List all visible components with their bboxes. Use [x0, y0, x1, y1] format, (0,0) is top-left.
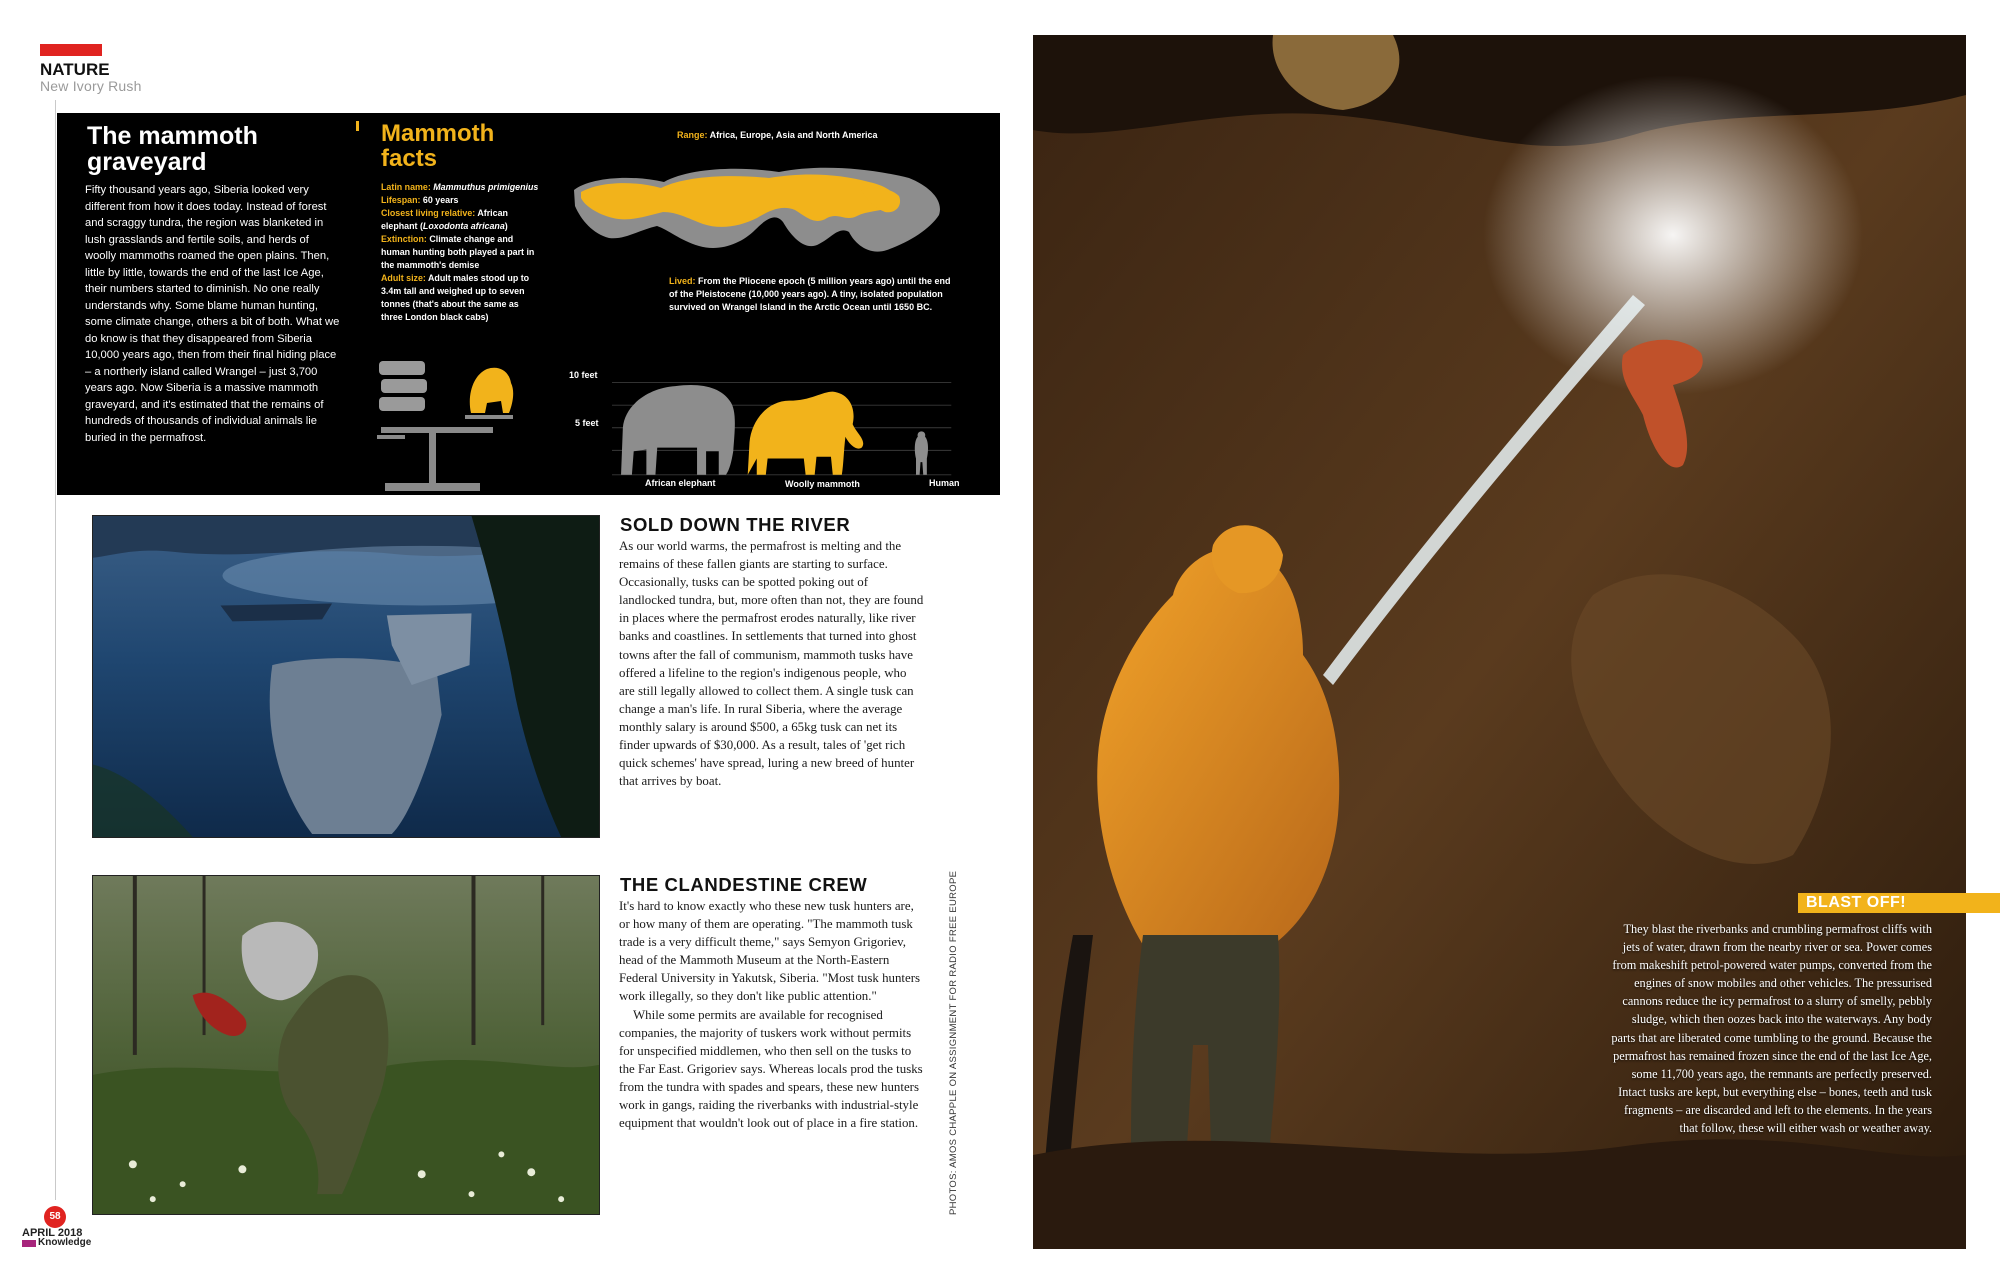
facts-title: Mammoth facts — [381, 120, 495, 172]
mud-ground — [1033, 1139, 1966, 1249]
photo-boats-river — [92, 515, 600, 838]
article2-paragraph-1: It's hard to know exactly who these new tusk hunters are, or how many of them are operating. "The mammoth tusk trade is a very difficult theme," says Semyon Grigoriev, head of the Mammoth Museum at the North-Eastern Federal University in Yakutsk, Siberia. "Most tusk hunters work illegally, so they don't like public attention." — [619, 899, 921, 1004]
article2-paragraph-2: While some permits are available for recognised companies, the majority of tuskers work without permits for unspecified middlemen, who then sell on the tusks to the Far East. Grigoriev says. Whereas locals prod the tusks from the tundra with spades and spears, these new hunters work in gangs, raiding the riverbanks with industrial-style equipment that wouldn't look out of place in a fire station. — [619, 1007, 923, 1131]
panel-title: The mammoth graveyard — [87, 122, 258, 176]
elephant-silhouette — [621, 385, 735, 475]
article2-heading: THE CLANDESTINE CREW — [620, 874, 868, 895]
mammoth-fact-panel — [57, 113, 1000, 495]
page-number: 58 — [44, 1206, 66, 1228]
scale-base — [385, 483, 480, 491]
mammoth-silhouette — [748, 392, 863, 475]
panel-intro-text: Fifty thousand years ago, Siberia looked very different from how it does today. Instead of forest and scraggy tundra, the region was blanketed in lush grasslands and fertile soils, and herds of woolly mammoths roamed the open plains. Then, little by little, towards the end of the last Ice Age, their numbers started to diminish. No one really understands why. Some blame human hunting, some climate change, others a bit of both. What we do know is that they disappeared from Siberia 10,000 years ago, then from their final hiding place – a northerly island called Wrangel – just 3,700 years ago. Now Siberia is a massive mammoth graveyard, and it's estimated that the remains of hundreds of thousands of individual animals lie buried in the permafrost. — [85, 184, 340, 444]
subsection-label: New Ivory Rush — [40, 78, 142, 94]
cab-1 — [379, 361, 425, 375]
human-silhouette — [915, 431, 928, 474]
tree-trunk-3 — [472, 876, 476, 1045]
scale-pillar — [429, 431, 436, 483]
fact-extinction-label: Extinction: — [381, 234, 430, 244]
tree-trunk-4 — [541, 876, 544, 1025]
article1-paragraph: As our world warms, the permafrost is melting and the remains of these fallen giants are starting to surface. Occasionally, tusks can be spotted poking out of landlocked tundra, but, more often than not, they are found in places where the permafrost erodes naturally, like river banks and coastlines. In settlements that turned into ghost towns after the fall of communism, mammoth tusks have offered a lifeline to the region's indigenous people, who are still legally allowed to collect them. A single tusk can change a man's life. In rural Siberia, where the average monthly salary is around $500, a 65kg tusk can net its finder upwards of $30,000. As a result, tales of 'get rich quick schemes' have spread, luring a new breed of hunter that arrives by boat. — [619, 539, 924, 789]
article1-heading: SOLD DOWN THE RIVER — [620, 514, 851, 535]
label-human: Human — [929, 478, 960, 488]
article2-body — [619, 897, 924, 1132]
range-text — [677, 130, 878, 140]
scale-left-pan — [377, 435, 405, 439]
fact-extinction-value: Climate change and human hunting both played a part in the mammoth's demise — [381, 234, 535, 270]
scale-right-pan — [465, 415, 513, 419]
issue-date: APRIL 2018 — [22, 1227, 83, 1239]
fact-lifespan-label: Lifespan: — [381, 195, 423, 205]
fact-size-label: Adult size: — [381, 273, 429, 283]
range-value: Africa, Europe, Asia and North America — [709, 130, 878, 140]
cab-3 — [379, 397, 425, 411]
range-label: Range: — [677, 130, 710, 140]
fact-relative-value-a: African elephant ( — [381, 208, 508, 231]
fact-relative-value-c: ) — [504, 221, 508, 231]
fact-lifespan-value: 60 years — [422, 195, 459, 205]
caption-title: BLAST OFF! — [1806, 894, 1907, 911]
margin-rule — [55, 100, 56, 1200]
section-color-tab — [40, 44, 102, 56]
article1-body — [619, 537, 924, 790]
fact-relative-value-b: Loxodonta africana — [422, 221, 505, 231]
fact-size-value: Adult males stood up to 3.4m tall and weighed up to seven tonnes (that's about the same as three London black cabs) — [381, 273, 530, 322]
label-woolly-mammoth: Woolly mammoth — [785, 479, 860, 489]
magazine-brand: Knowledge — [38, 1237, 92, 1248]
caption-body: They blast the riverbanks and crumbling permafrost cliffs with jets of water, drawn from the nearby river or sea. Power comes from makeshift petrol-powered water pumps, converted from the engines of snow mobiles and other vehicles. The pressurised cannons reduce the icy permafrost to a slurry of smelly, pebbly sludge, which then oozes back into the waterways. Any body parts that are liberated come tumbling to the ground. Because the permafrost has remained frozen since the end of the last Ice Age, some 11,700 years ago, the remnants are perfectly preserved. Intact tusks are kept, but everything else – bones, teeth and tusk fragments – are discarded and left to the elements. In the years that follow, these will either wash or weather away. — [1611, 922, 1932, 1136]
tick-5-feet: 5 feet — [575, 418, 599, 428]
lived-value: From the Pliocene epoch (5 million years ago) until the end of the Pleistocene (10,000 years ago). A tiny, isolated population survived on Wrangel Island in the Arctic Ocean until 1650 BC. — [669, 276, 951, 312]
tree-trunk-1 — [133, 876, 137, 1055]
photo-credit: PHOTOS: AMOS CHAPPLE ON ASSIGNMENT FOR RADIO FREE EUROPE — [948, 870, 959, 1215]
tick-10-feet: 10 feet — [569, 370, 598, 380]
cab-2 — [381, 379, 427, 393]
scale-beam — [381, 427, 493, 433]
fact-latin-label: Latin name: — [381, 182, 434, 192]
scale-mammoth — [470, 368, 513, 413]
photo-tusk-hunter — [92, 875, 600, 1215]
lived-text — [669, 275, 959, 314]
range-map — [569, 160, 949, 260]
lived-label: Lived: — [669, 276, 699, 286]
size-comparison-chart — [612, 358, 992, 493]
brand-mark — [22, 1240, 36, 1247]
facts-list — [381, 181, 541, 324]
balance-scale-illustration — [375, 343, 605, 493]
distant-boat — [220, 603, 332, 621]
facts-accent-mark — [356, 121, 359, 131]
section-label: NATURE — [40, 60, 110, 79]
fact-relative-label: Closest living relative: — [381, 208, 478, 218]
fact-latin-value: Mammuthus primigenius — [433, 182, 539, 192]
label-african-elephant: African elephant — [645, 478, 716, 488]
